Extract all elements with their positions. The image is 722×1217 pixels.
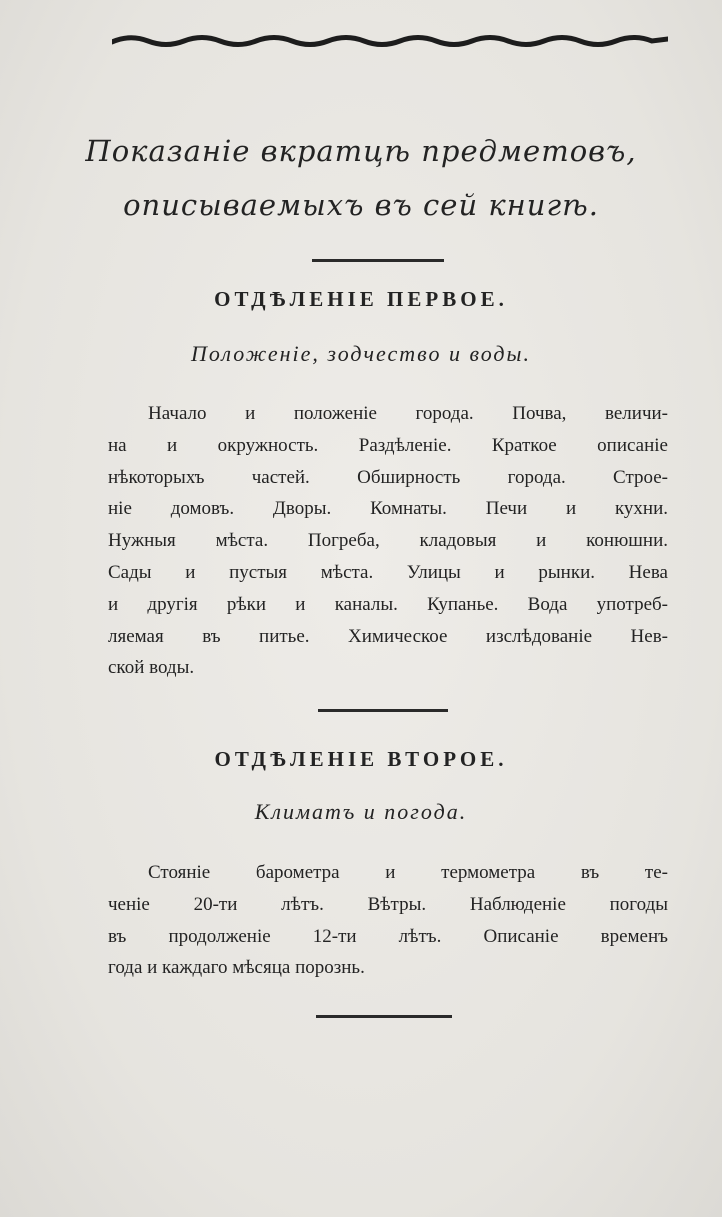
divider-rule [318, 709, 448, 712]
divider-rule [312, 259, 444, 262]
section-2-line: въ продолженіе 12-ти лѣтъ. Описаніе временъ [108, 925, 668, 947]
page-title-line-2: описываемыхъ въ сей книгѣ. [123, 188, 599, 222]
section-1-line: Нужныя мѣста. Погреба, кладовыя и конюшни. [108, 530, 668, 552]
page-title-line-1: Показаніе вкратцѣ предметовъ, [85, 134, 637, 168]
section-2-heading: ОТДѢЛЕНІЕ ВТОРОЕ. [214, 747, 508, 771]
divider-rule [316, 1015, 452, 1018]
section-1-line: и другія рѣки и каналы. Купанье. Вода употреб- [108, 593, 668, 615]
section-1-heading: ОТДѢЛЕНІЕ ПЕРВОЕ. [214, 287, 508, 311]
section-1-line: ской воды. [108, 657, 195, 679]
section-1-line: Начало и положеніе города. Почва, величи- [148, 403, 668, 424]
section-1-line: нѣкоторыхъ частей. Обширность города. Строе- [108, 466, 668, 488]
section-2-line: Стояніе барометра и термометра въ те- [148, 862, 668, 883]
section-2-line: года и каждаго мѣсяца порознь. [108, 957, 365, 979]
section-1-line: ляемая въ питье. Химическое изслѣдованіе Нев- [108, 625, 668, 647]
section-1-subtitle: Положеніе, зодчество и воды. [191, 341, 531, 366]
section-1-body [108, 398, 668, 684]
section-2-subtitle: Климатъ и погода. [254, 799, 468, 824]
section-1-line: ніе домовъ. Дворы. Комнаты. Печи и кухни. [108, 498, 668, 520]
section-1-line: Сады и пустыя мѣста. Улицы и рынки. Нева [108, 561, 668, 583]
section-1-line: на и окружность. Раздѣленіе. Краткое описаніе [108, 434, 668, 456]
section-2-body [108, 857, 668, 984]
ornamental-header-rule [112, 30, 668, 52]
section-2-line: ченіе 20-ти лѣтъ. Вѣтры. Наблюденіе погоды [108, 893, 668, 915]
